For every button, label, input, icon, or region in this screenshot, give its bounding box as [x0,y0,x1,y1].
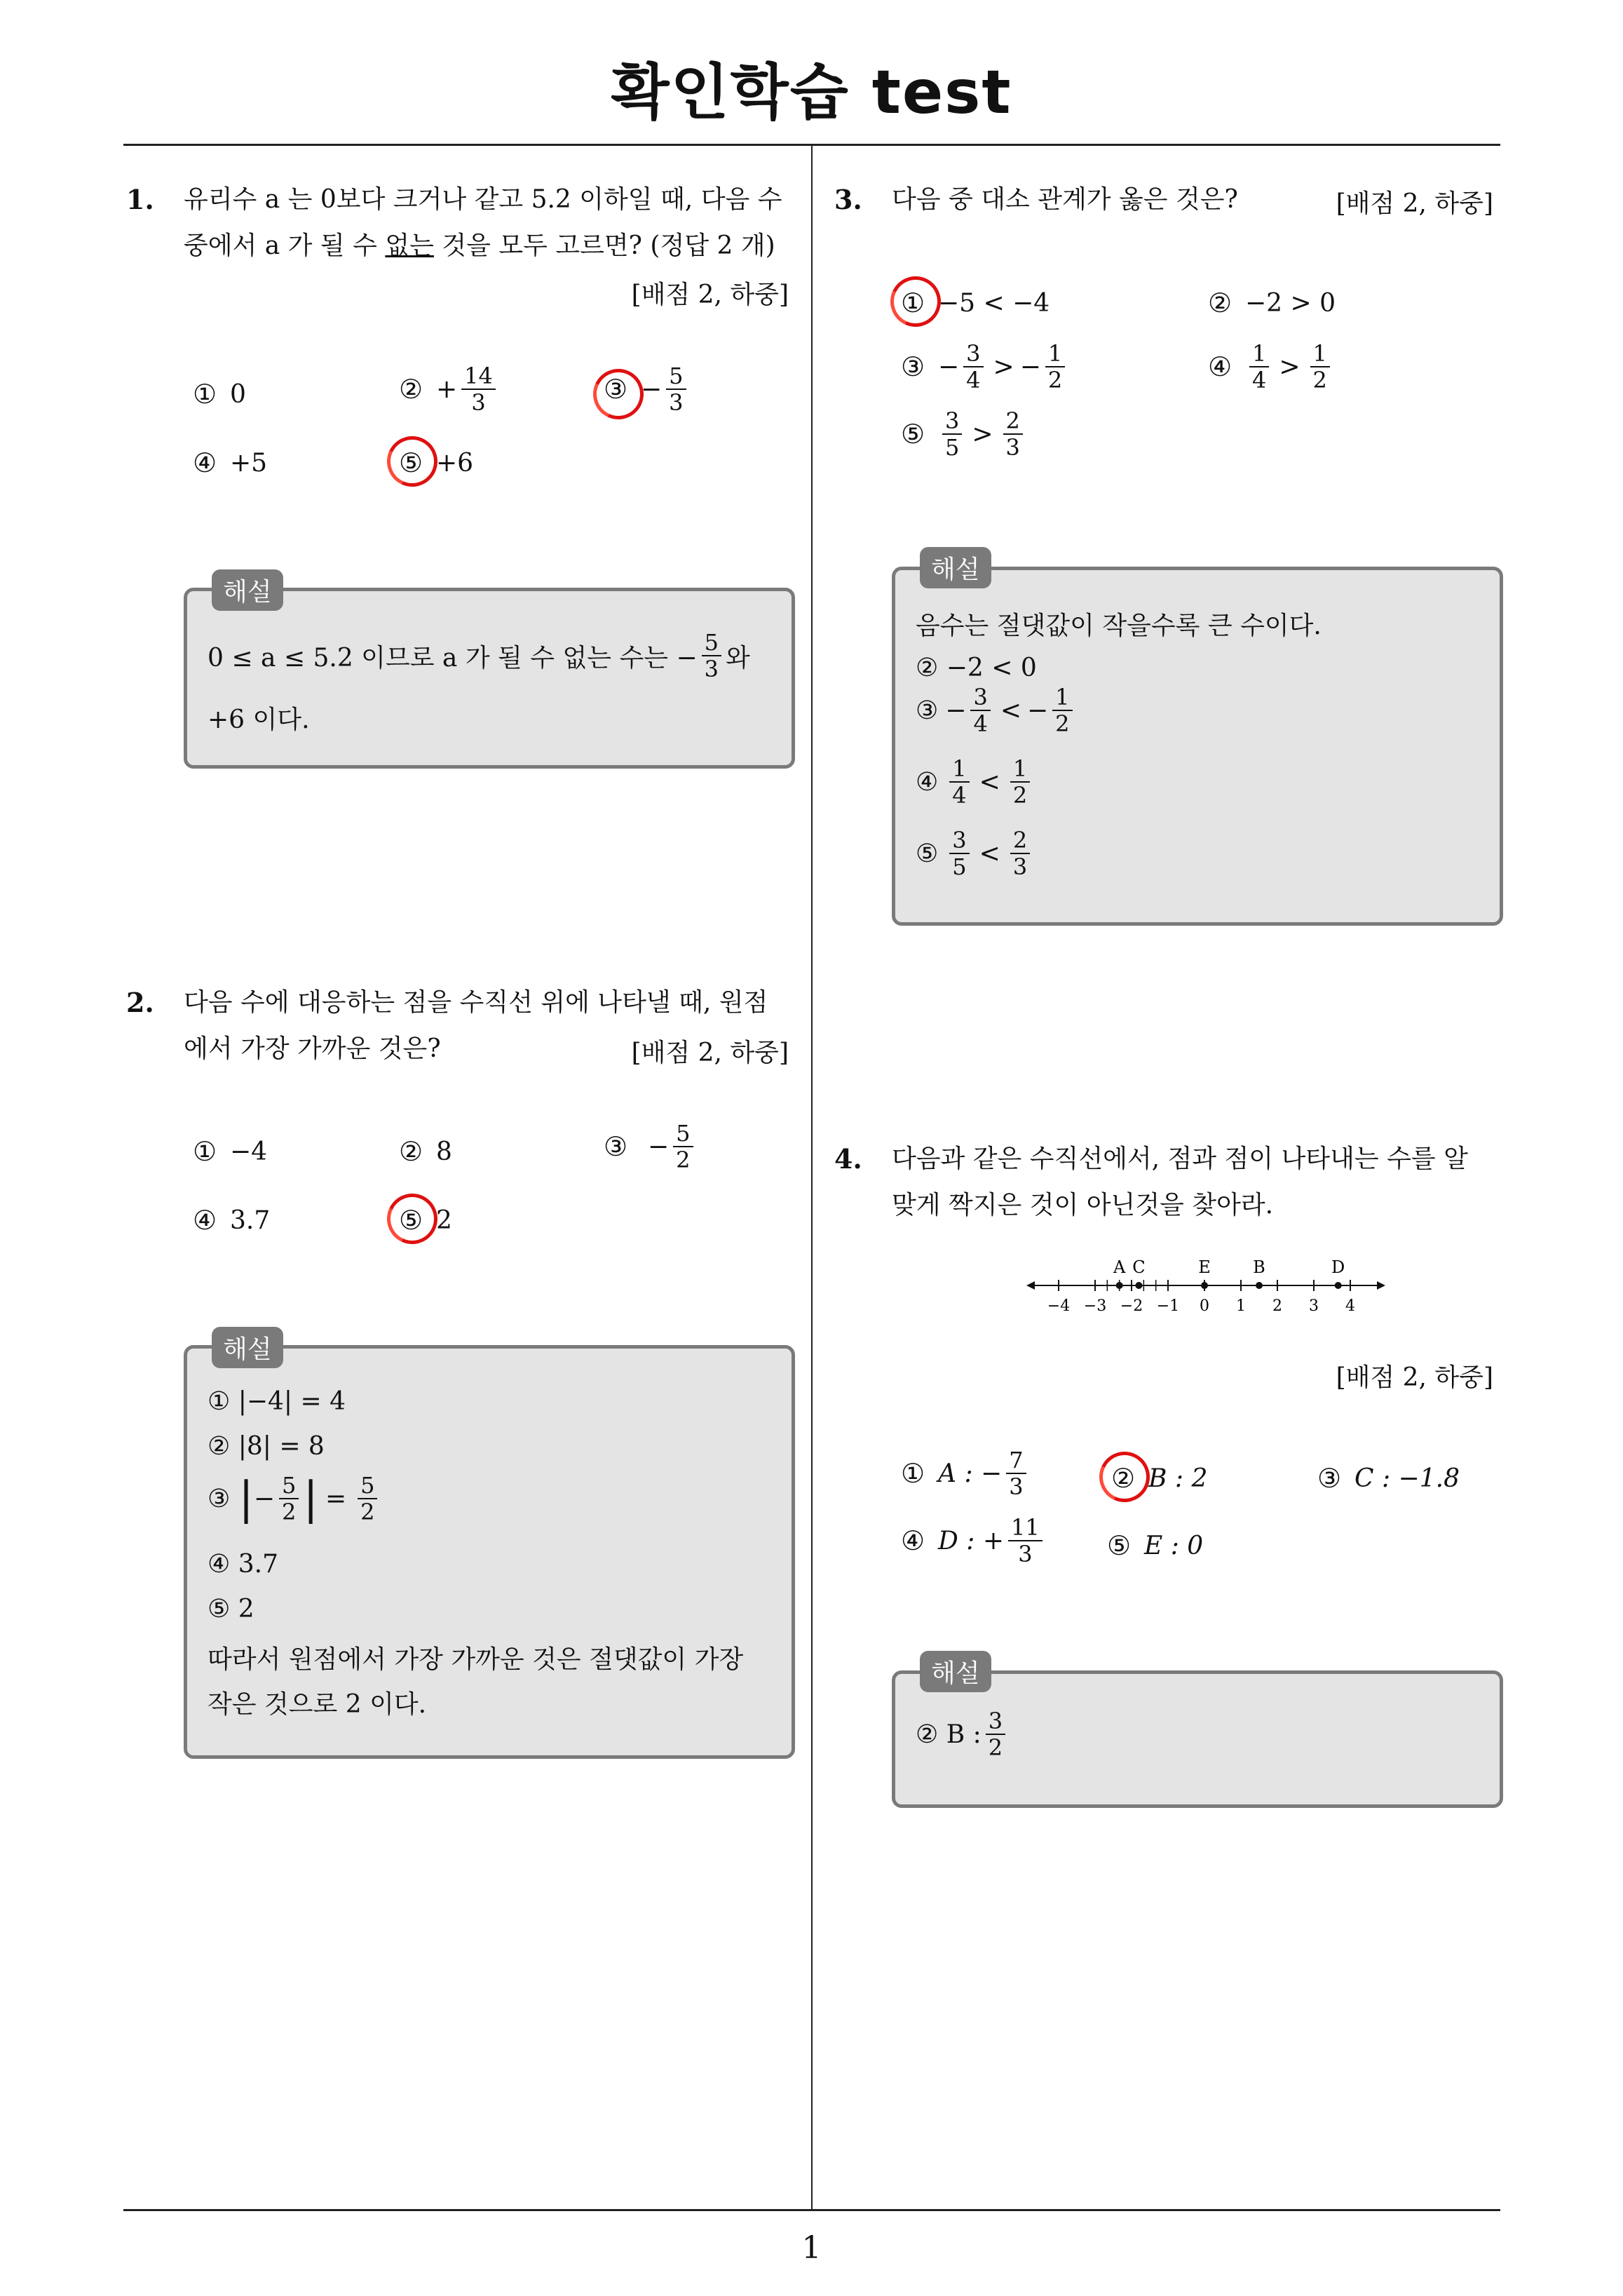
question-4-meta: [배점 2, 하중] [1336,1363,1493,1392]
q3-choice-3[interactable] [899,341,1069,393]
number-line-point-label-a: A [1113,1257,1126,1277]
q3-choice-3-frac-b-num: 1 [1045,341,1065,367]
q3-choice-3-op: > [993,352,1014,381]
q4-choice-3-value: C : −1.8 [1354,1464,1460,1493]
question-1-underlined: 없는 [385,231,434,260]
q3-solution-line3-sign-a: − [945,696,967,725]
q1-solution-line2: +6 이다. [208,705,310,734]
q3-solution-line3-op: < [1000,696,1021,725]
q2-answer-mark-5 [380,1187,444,1251]
number-line-tick-label: −2 [1120,1297,1143,1315]
number-line-point-b [1256,1282,1263,1289]
question-3-meta: [배점 2, 하중] [1336,189,1493,218]
q3-choice-4-frac-b-den: 2 [1312,367,1327,393]
q1-solution-text-b: 와 [726,643,750,673]
q3-choice-2-num: ② [1207,288,1232,318]
q3-choice-3-frac-b [1045,341,1065,393]
q3-choice-3-frac-a [963,341,983,393]
q4-answer-mark-2 [1092,1445,1157,1509]
number-line-point-label-e: E [1198,1257,1211,1277]
q2-choice-3-sign: − [648,1132,670,1161]
question-4-number: 4. [834,1143,862,1175]
q3-solution-line3-frac-a-den: 4 [973,710,988,737]
q2-choice-3-numerator: 5 [673,1121,693,1147]
q1-choice-2-denominator: 3 [471,389,486,416]
q3-solution-line1: 음수는 절댓값이 작을수록 큰 수이다. [916,612,1322,640]
q3-solution-line4-frac-a-num: 1 [949,756,969,783]
q4-choice-1-pre: A : − [938,1459,1003,1488]
q2-solution-equals: = [325,1484,347,1513]
number-line-point-c [1135,1282,1142,1289]
q1-solution-fraction [702,630,721,682]
q3-solution-line3 [916,684,1077,736]
q3-solution-line5 [916,828,1034,879]
q2-solution-line3-num: ③ [208,1484,231,1513]
q2-choice-4-value: 3.7 [230,1206,271,1235]
q1-choice-4[interactable] [191,447,267,478]
q3-choice-1-num: ① [900,288,925,318]
q1-solution-numerator: 5 [702,630,721,656]
q3-solution-line5-frac-b-den: 3 [1012,853,1028,880]
q3-choice-3-sign-b: − [1019,352,1041,381]
q3-solution-line5-num: ⑤ [916,839,939,868]
q4-choice-3-num: ③ [1317,1463,1342,1494]
question-2-meta: [배점 2, 하중] [631,1039,789,1067]
number-line-point-a [1116,1282,1123,1289]
q2-solution-line2: ② |8| = 8 [208,1432,325,1461]
q2-choice-4[interactable] [191,1205,270,1236]
q1-choice-1[interactable] [191,379,246,410]
q1-choice-1-value: 0 [230,379,246,409]
q4-solution-line1 [916,1708,1010,1760]
question-2-number: 2. [126,987,154,1018]
q2-solution-tag: 해설 [212,1327,283,1368]
q3-choice-4[interactable] [1206,341,1334,393]
q3-choice-4-num: ④ [1207,351,1232,382]
q2-choice-3[interactable] [602,1121,698,1173]
q1-choice-3-denominator: 3 [669,389,684,416]
q1-answer-mark-5 [380,429,444,494]
q3-choice-4-op: > [1279,352,1301,381]
q4-choice-2-value: B : 2 [1148,1464,1208,1493]
q1-solution-denominator: 3 [704,656,719,682]
q1-choice-2-fraction [461,363,496,415]
page-title: 확인학습 test [611,58,1012,128]
q3-solution-line5-frac-a-den: 5 [952,853,967,880]
q3-solution-line5-frac-b [1010,828,1030,879]
q3-choice-5-num: ⑤ [900,419,925,450]
q4-solution-denominator: 2 [988,1734,1003,1761]
q3-solution-line4-frac-a-den: 4 [952,782,967,809]
number-line-arrow-left [1026,1281,1035,1290]
question-1-number: 1. [126,184,154,215]
q3-solution-line5-frac-b-num: 2 [1010,828,1030,854]
number-line-tick-label: 4 [1345,1297,1355,1315]
q3-choice-2[interactable] [1206,288,1336,318]
q1-choice-3-fraction [666,363,686,415]
q3-solution-line2: ② −2 < 0 [916,654,1037,682]
q3-choice-4-frac-b [1310,341,1330,393]
q3-choice-2-value: −2 > 0 [1245,288,1336,318]
question-2-line2: 에서 가장 가까운 것은? [184,1034,441,1063]
question-1-line2b: 것을 모두 고르면? (정답 2 개) [433,231,775,260]
question-1-text [184,177,801,269]
question-4-line1: 다음과 같은 수직선에서, 점과 점이 나타내는 수를 알 [892,1144,1468,1173]
q4-choice-2-num: ② [1111,1463,1136,1494]
q3-solution-line5-frac-a-num: 3 [949,828,969,854]
q3-choice-3-num: ③ [900,351,925,382]
q4-choice-3[interactable] [1315,1463,1460,1494]
q4-solution-numerator: 3 [986,1708,1005,1735]
number-line-point-label-d: D [1331,1257,1345,1277]
q1-choice-2[interactable] [397,363,500,415]
q1-solution-tag: 해설 [212,569,283,611]
q2-choice-2[interactable] [397,1136,452,1167]
q2-solution-result-denominator: 2 [360,1499,375,1525]
number-line [1024,1247,1388,1324]
number-line-arrow-right [1377,1281,1385,1290]
page-number: 1 [801,2230,822,2266]
q3-solution-line4-op: < [979,767,1000,797]
footer-rule [123,2209,1500,2211]
number-line-tick-label: 3 [1309,1297,1319,1315]
number-line-tick-label: −1 [1156,1297,1180,1315]
q3-choice-5[interactable] [899,408,1027,460]
q3-solution-line4-frac-b-num: 1 [1010,756,1030,783]
q4-choice-1-fraction [1006,1447,1026,1499]
q2-choice-2-value: 8 [436,1137,452,1166]
q3-choice-5-frac-b-num: 2 [1003,408,1023,435]
q3-choice-5-frac-a-den: 5 [945,434,960,461]
q3-solution-line3-frac-b-den: 2 [1055,710,1070,737]
q2-choice-3-num: ③ [603,1131,628,1162]
number-line-tick-label: −3 [1083,1297,1107,1315]
q2-solution-numerator: 5 [279,1473,299,1499]
q1-choice-5-value: +6 [436,448,474,478]
q3-choice-3-frac-a-den: 4 [966,367,981,393]
q4-choice-5-value: E : 0 [1144,1531,1204,1560]
q4-choice-4-fraction [1008,1515,1043,1567]
question-3-number: 3. [834,184,862,215]
q1-choice-3-numerator: 5 [666,363,686,390]
number-line-tick-label: 2 [1272,1297,1282,1315]
q4-solution-fraction [986,1708,1005,1760]
q2-choice-5-num: ⑤ [398,1205,423,1236]
q4-choice-5-num: ⑤ [1106,1530,1132,1561]
q4-choice-1[interactable] [899,1447,1031,1499]
q3-solution-line4 [916,756,1034,808]
number-line-point-label-c: C [1132,1257,1146,1277]
column-divider [811,145,813,2210]
q3-choice-5-frac-a-num: 3 [942,408,962,435]
q3-solution-line4-frac-b [1010,756,1030,808]
question-1-line1: 유리수 a 는 0보다 크거나 같고 5.2 이하일 때, 다음 수 [184,185,782,214]
q2-choice-1-value: −4 [230,1137,268,1166]
q2-solution-denominator: 2 [282,1499,297,1525]
q2-choice-4-num: ④ [192,1205,217,1236]
number-line-tick-label: 1 [1236,1297,1246,1315]
q1-choice-3-num: ③ [603,374,628,405]
q2-solution-result-fraction [358,1473,377,1525]
q4-choice-5[interactable] [1105,1530,1203,1561]
q1-choice-2-num: ② [398,374,423,405]
question-1-line2 [184,223,801,269]
q4-choice-4-num: ④ [900,1525,925,1556]
q3-solution-line4-frac-b-den: 2 [1012,782,1028,809]
q2-choice-5-value: 2 [436,1206,452,1235]
q2-solution-line4: ④ 3.7 [208,1550,278,1579]
q2-solution-fraction [279,1473,299,1525]
q4-choice-1-numerator: 7 [1006,1447,1026,1474]
q4-choice-4-numerator: 11 [1008,1515,1043,1541]
q2-choice-1-num: ① [192,1136,217,1167]
q2-choice-1[interactable] [191,1136,267,1167]
q1-solution-line1 [208,630,750,682]
q3-choice-3-frac-a-num: 3 [963,341,983,367]
q3-choice-4-frac-a [1249,341,1269,393]
q1-choice-3-sign: − [641,374,663,404]
q1-choice-5-num: ⑤ [398,447,423,478]
q2-solution-line6: 따라서 원점에서 가장 가까운 것은 절댓값이 가장 [208,1645,744,1674]
q1-choice-4-num: ④ [192,447,217,478]
q2-solution-line5: ⑤ 2 [208,1595,254,1623]
q3-solution-line4-num: ④ [916,767,939,797]
q3-solution-line4-frac-a [949,756,969,808]
q3-choice-5-op: > [972,419,993,449]
question-1-line2a: 중에서 a 가 될 수 [184,231,386,260]
q3-solution-line3-num: ③ [916,696,939,725]
q2-solution-line3 [208,1473,381,1525]
question-4-text [892,1136,1509,1229]
question-4-line2: 맞게 짝지은 것이 아닌것을 찾아라. [892,1191,1274,1220]
q1-choice-1-num: ① [192,379,217,410]
q3-choice-3-frac-b-den: 2 [1047,367,1063,393]
q3-solution-tag: 해설 [920,547,991,588]
q3-solution-line3-sign-b: − [1026,696,1049,725]
q4-solution-pre: ② B : [916,1720,982,1749]
q3-solution-line3-frac-b [1052,684,1072,736]
q4-choice-4-denominator: 3 [1018,1541,1033,1567]
number-line-point-d [1335,1282,1342,1289]
q3-solution-line3-frac-a [970,684,990,736]
q2-solution-line7: 작은 것으로 2 이다. [208,1690,427,1719]
q4-choice-4-pre: D : + [938,1526,1005,1555]
q4-choice-1-num: ① [900,1458,925,1489]
q1-solution-text-a: 0 ≤ a ≤ 5.2 이므로 a 가 될 수 없는 수는 − [208,643,698,673]
question-3-line1: 다음 중 대소 관계가 옳은 것은? [892,185,1238,214]
q3-answer-mark-1 [883,269,948,334]
q2-solution-abs-right: | [303,1473,318,1525]
q3-choice-5-frac-b-den: 3 [1005,434,1020,461]
q2-solution-line1: ① |−4| = 4 [208,1387,346,1416]
q3-choice-5-frac-a [942,408,962,460]
q2-solution-abs-left: | [238,1473,254,1525]
q3-solution-line3-frac-b-num: 1 [1052,684,1072,711]
question-1-meta: [배점 2, 하중] [631,281,789,309]
q3-choice-4-frac-a-num: 1 [1249,341,1269,367]
number-line-tick-label: 0 [1200,1297,1209,1315]
q3-choice-4-frac-a-den: 4 [1252,367,1267,393]
question-2-line1: 다음 수에 대응하는 점을 수직선 위에 나타낼 때, 원점 [184,988,768,1017]
number-line-point-label-b: B [1253,1257,1265,1277]
q3-choice-4-frac-b-num: 1 [1310,341,1330,367]
q3-solution-line5-op: < [979,839,1000,868]
q4-choice-4[interactable] [899,1515,1047,1567]
number-line-tick-label: −4 [1047,1297,1071,1315]
q2-choice-3-fraction [673,1121,693,1173]
q2-solution-result-numerator: 5 [358,1473,377,1499]
q2-solution-minus: − [253,1484,276,1513]
q3-choice-3-sign-a: − [938,352,960,381]
q2-choice-2-num: ② [398,1136,423,1167]
q3-solution-line3-frac-a-num: 3 [970,684,990,711]
q3-solution-line5-frac-a [949,828,969,879]
number-line-point-e [1201,1282,1208,1289]
q3-choice-5-frac-b [1003,408,1023,460]
q3-choice-1-value: −5 < −4 [938,288,1050,318]
q4-choice-1-denominator: 3 [1009,1473,1024,1500]
q1-choice-4-value: +5 [230,448,268,478]
q2-choice-3-denominator: 2 [676,1147,691,1173]
q4-solution-tag: 해설 [920,1651,991,1692]
q1-choice-2-sign: + [436,374,458,404]
q1-choice-2-numerator: 14 [461,363,496,390]
